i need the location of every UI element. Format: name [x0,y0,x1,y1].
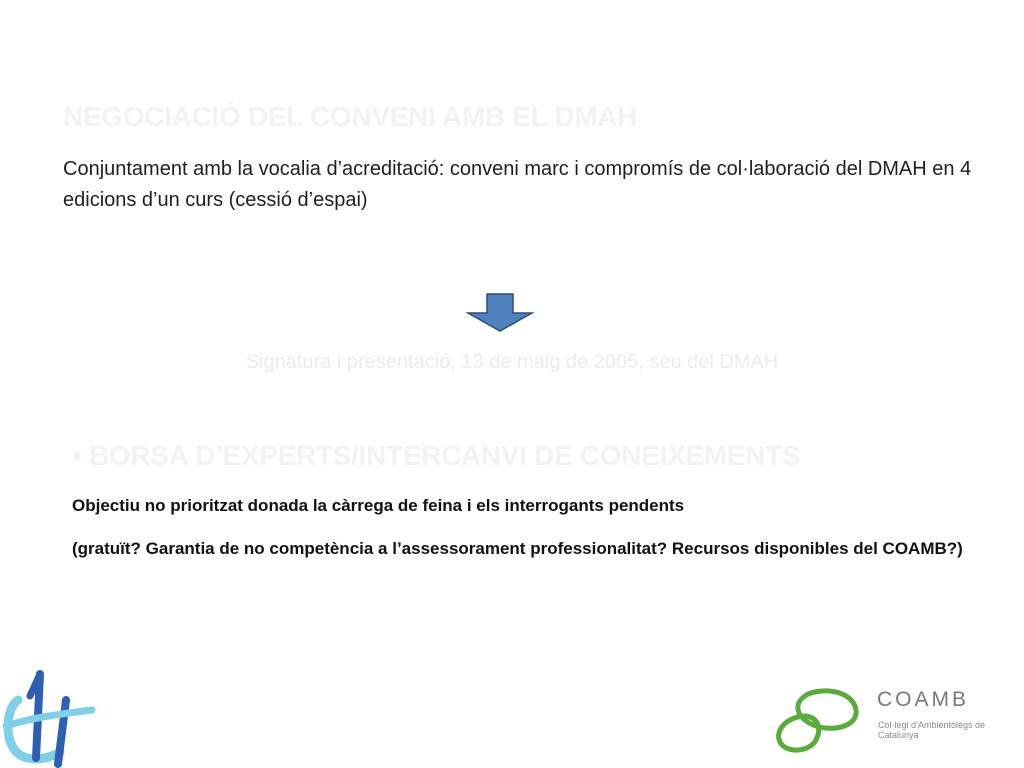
experts-objective: Objectiu no prioritzat donada la càrrega de feina i els interrogants pendents [72,496,685,515]
signature-note: Signatura i presentació, 13 de maig de 2005, seu del DMAH [245,351,779,373]
down-arrow-icon [466,293,534,333]
section-heading-convention: NEGOCIACIÓ DEL CONVENI AMB EL DMAH [63,101,638,132]
experts-questions: (gratuït? Garantia de no competència a l’assessorament professionalitat? Recursos disponibles del COAMB?) [72,539,963,558]
coamb-swirl-logo [770,686,866,756]
section-heading-experts: • BORSA D’EXPERTS/INTERCANVI DE CONEIXEMENTS [72,440,801,471]
coamb-logo-subtitle: Col·legi d’Ambientòlegs de Catalunya [878,720,986,740]
convention-description: Conjuntament amb la vocalia d’acreditació: conveni marc i compromís de col·laboració del DMAH en 4 edicions d’un curs (cessió d’espai) [63,158,972,211]
coamb-logo-name: COAMB [877,688,970,711]
h-monogram-logo [0,670,100,768]
